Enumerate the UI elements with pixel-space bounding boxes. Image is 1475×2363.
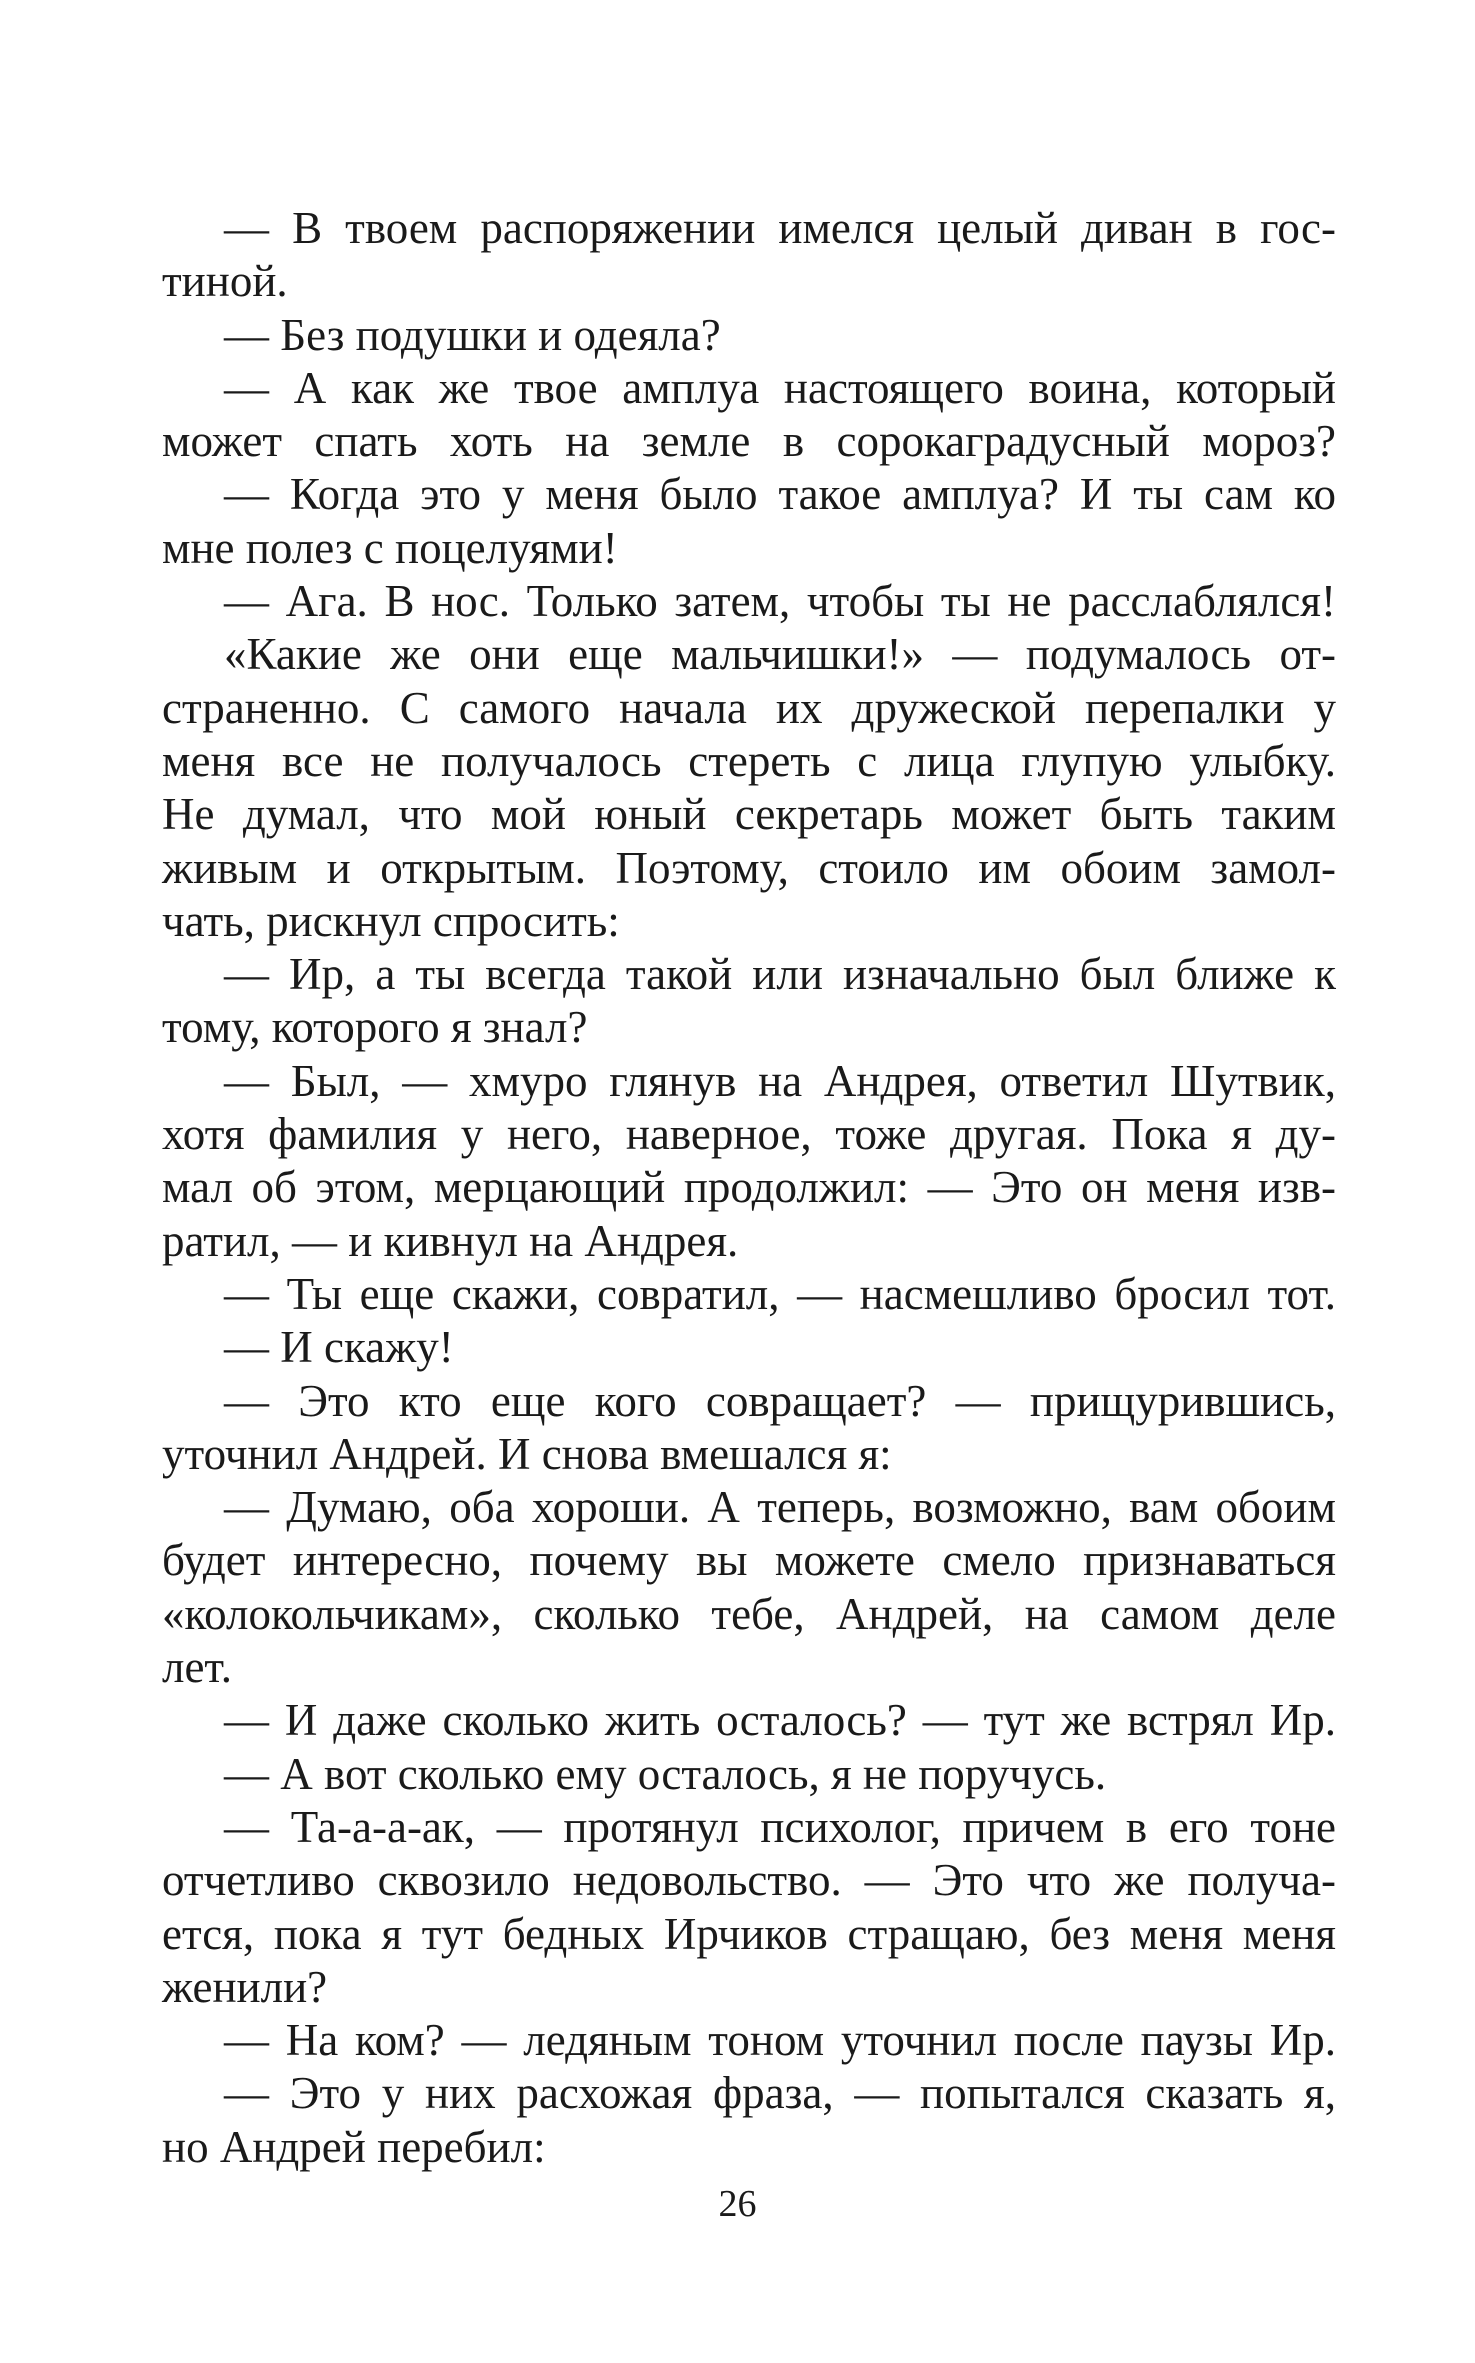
- text-line: ется, пока я тут бедных Ирчиков стращаю, без меня меня: [162, 1908, 1336, 1959]
- text-line: будет интересно, почему вы можете смело признаваться: [162, 1535, 1336, 1586]
- text-line: — Думаю, оба хороши. А теперь, возможно, вам обоим: [224, 1482, 1336, 1533]
- text-line: страненно. С самого начала их дружеской перепалки у: [162, 682, 1336, 733]
- text-line: меня все не получалось стереть с лица глупую улыбку.: [162, 735, 1336, 786]
- text-line: тому, которого я знал?: [162, 1002, 588, 1053]
- text-line: отчетливо сквозило недовольство. — Это что же получа-: [162, 1855, 1336, 1906]
- text-line: хотя фамилия у него, наверное, тоже другая. Пока я ду-: [162, 1109, 1336, 1160]
- text-line: мне полез с поцелуями!: [162, 522, 618, 573]
- text-line: лет.: [162, 1642, 232, 1693]
- text-line: — Ага. В нос. Только затем, чтобы ты не расслаблялся!: [224, 576, 1336, 627]
- text-line: — И даже сколько жить осталось? — тут же встрял Ир.: [224, 1695, 1336, 1746]
- text-line: — Это у них расхожая фраза, — попытался сказать я,: [224, 2068, 1336, 2119]
- text-line: тиной.: [162, 256, 288, 307]
- text-line: ратил, — и кивнул на Андрея.: [162, 1215, 739, 1266]
- text-line: может спать хоть на земле в сорокаградусный мороз?: [162, 416, 1336, 467]
- text-line: мал об этом, мерцающий продолжил: — Это он меня изв-: [162, 1162, 1336, 1213]
- text-line: — И скажу!: [224, 1322, 454, 1373]
- text-line: женили?: [162, 1961, 328, 2012]
- text-line: — А как же твое амплуа настоящего воина, который: [224, 362, 1336, 413]
- body-text: [162, 202, 1336, 2174]
- text-line: Не думал, что мой юный секретарь может быть таким: [162, 789, 1336, 840]
- text-line: — Когда это у меня было такое амплуа? И ты сам ко: [224, 469, 1336, 520]
- text-line: «колокольчикам», сколько тебе, Андрей, на самом деле: [162, 1588, 1336, 1639]
- text-line: — А вот сколько ему осталось, я не поручусь.: [224, 1748, 1107, 1799]
- text-line: — Без подушки и одеяла?: [224, 309, 721, 360]
- text-line: — Ир, а ты всегда такой или изначально был ближе к: [224, 949, 1336, 1000]
- text-line: — Та-а-а-ак, — протянул психолог, причем в его тоне: [224, 1801, 1336, 1852]
- text-line: — В твоем распоряжении имелся целый диван в гос-: [224, 203, 1336, 253]
- text-line: чать, рискнул спросить:: [162, 895, 620, 946]
- text-line: — Был, — хмуро глянув на Андрея, ответил Шутвик,: [224, 1055, 1336, 1106]
- text-line: уточнил Андрей. И снова вмешался я:: [162, 1428, 892, 1479]
- text-line: но Андрей перебил:: [162, 2121, 546, 2172]
- text-line: живым и открытым. Поэтому, стоило им обоим замол-: [162, 842, 1336, 893]
- text-line: «Какие же они еще мальчишки!» — подумалось от-: [224, 629, 1336, 680]
- text-line: — Это кто еще кого совращает? — прищурившись,: [224, 1375, 1336, 1426]
- text-line: — На ком? — ледяным тоном уточнил после паузы Ир.: [224, 2015, 1336, 2066]
- page-number: 26: [718, 2183, 757, 2225]
- text-line: — Ты еще скажи, совратил, — насмешливо бросил тот.: [224, 1268, 1336, 1319]
